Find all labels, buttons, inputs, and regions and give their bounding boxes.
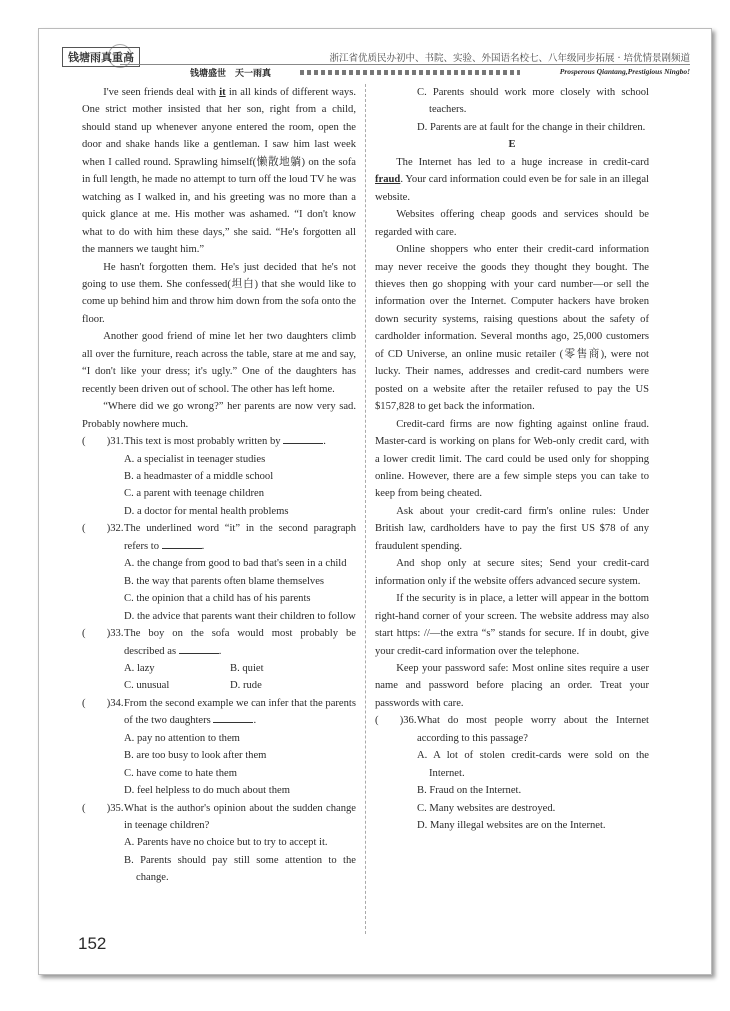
question-text: The boy on the sofa would most probably be described as	[124, 628, 356, 657]
answer-blank	[213, 713, 253, 723]
option: D. a doctor for mental health problems	[124, 505, 289, 517]
header-title: 浙江省优质民办初中、书院、实验、外国语名校七、八年级同步拓展 · 培优情景剧频道	[329, 53, 690, 64]
header-rule	[120, 64, 690, 65]
paragraph	[82, 84, 356, 259]
paragraph: Ask about your credit-card firm's online rules: Under British law, cardholders have to pay the first US $78 of any fraudulent spending.	[375, 505, 649, 552]
option: A. a specialist in teenager studies	[124, 453, 266, 465]
page-header	[60, 44, 690, 84]
answer-bracket[interactable]: ( )31.	[82, 436, 124, 448]
answer-bracket[interactable]: ( )32.	[82, 523, 124, 535]
header-slogan: 钱塘盛世 天一雨真	[190, 69, 272, 79]
paragraph: Online shoppers who enter their credit-card information may never receive the goods they thought they bought. The thieves then go shopping with your card number—or sell the information over the Internet. Computer hackers have broken down security systems, raising questions about the safety of cardholder information. Several months ago, 25,000 customers of CD Universe, an online music retailer (零售商), were not lucky. Their names, addresses and credit-card numbers were posted on a website after the retailer refused to pay the US $157,828 to get back the information.	[375, 244, 649, 413]
answer-blank	[283, 434, 323, 444]
question-33: ( )33. The boy on the sofa would most probably be described as .	[82, 625, 356, 660]
header-dash-pattern	[300, 70, 520, 75]
option: D. Many illegal websites are on the Internet.	[417, 820, 606, 832]
option: A. lazy	[124, 662, 155, 674]
question-35	[82, 800, 356, 835]
paragraph: Credit-card firms are now fighting against online fraud. Master-card is working on plans for Web-only credit card, with a lower credit limit. The card could be used only for shopping online. However, there are a few simple steps you can take to keep from being cheated.	[375, 418, 649, 500]
paragraph: Keep your password safe: Most online sites require a user name and password before placing an order. Treat your passwords with care.	[375, 662, 649, 709]
option: A. Parents have no choice but to try to accept it.	[124, 837, 328, 849]
right-column	[375, 84, 649, 834]
paragraph: “Where did we go wrong?” her parents are now very sad. Probably nowhere much.	[82, 401, 356, 430]
left-column	[82, 84, 356, 887]
paragraph: If the security is in place, a letter will appear in the bottom right-hand corner of your screen. The website address may also start https: //—the extra “s” stands for secure. If in doubt, give your credit-card information over the telephone.	[375, 593, 649, 657]
header-english: Prosperous Qiantang,Prestigious Ningbo!	[559, 67, 690, 76]
option: B. a headmaster of a middle school	[124, 470, 274, 482]
option: C. a parent with teenage children	[124, 488, 265, 500]
option-row	[82, 677, 356, 694]
question-text: The underlined word “it” in the second paragraph refers to	[124, 523, 356, 552]
underlined-word: fraud	[375, 174, 401, 186]
question-text: What do most people worry about the Internet according to this passage?	[417, 715, 649, 744]
option: D. rude	[230, 680, 262, 692]
option: B. Fraud on the Internet.	[417, 785, 522, 797]
underlined-word: it	[219, 87, 226, 98]
question-34: ( )34. From the second example we can infer that the parents of the two daughters .	[82, 695, 356, 730]
text: The Internet has led to a huge increase in credit-card	[396, 156, 649, 168]
option: C. Parents should work more closely with school teachers.	[417, 87, 649, 116]
question-32: ( )32. The underlined word “it” in the second paragraph refers to .	[82, 520, 356, 555]
option: A. the change from good to bad that's seen in a child	[124, 558, 347, 570]
question-36	[375, 712, 649, 747]
question-text: From the second example we can infer that the parents of the two daughters	[124, 697, 356, 727]
question-text: This text is most probably written by	[124, 436, 281, 448]
page-number: 152	[78, 934, 107, 953]
option: A. A lot of stolen credit-cards were sold on the Internet.	[417, 750, 649, 779]
paragraph: He hasn't forgotten them. He's just decided that he's not going to use them. She confessed(坦白) that she would like to come up behind him and throw him down from the sofa onto the floor.	[82, 261, 356, 325]
column-divider	[365, 84, 366, 934]
option: C. unusual	[124, 680, 170, 692]
paragraph: Websites offering cheap goods and services should be regarded with care.	[375, 209, 649, 238]
answer-bracket[interactable]: ( )36.	[375, 715, 417, 727]
answer-bracket[interactable]: ( )33.	[82, 628, 124, 640]
option: D. Parents are at fault for the change in their children.	[417, 121, 646, 133]
option: D. feel helpless to do much about them	[124, 785, 290, 797]
option: B. are too busy to look after them	[124, 750, 267, 762]
question-31: ( )31. This text is most probably written by .	[82, 433, 356, 450]
option: C. have come to hate them	[124, 767, 237, 779]
option: B. the way that parents often blame themselves	[124, 575, 325, 587]
option: B. quiet	[230, 662, 264, 674]
option: A. pay no attention to them	[124, 732, 240, 744]
header-logo: 钱塘雨真重高	[62, 47, 140, 67]
section-heading: E	[508, 139, 516, 151]
option: C. Many websites are destroyed.	[417, 802, 556, 814]
option: C. the opinion that a child has of his parents	[124, 593, 311, 605]
text: I've seen friends deal with	[103, 87, 220, 98]
question-text: What is the author's opinion about the sudden change in teenage children?	[124, 802, 356, 832]
text: in all kinds of different ways. One strict mother insisted that her son, right from a child, should stand up whenever anyone entered the room, open the door and shake hands like a gentleman. I saw him last week when I called round. Sprawling himself(懒散地躺) on the sofa in full length, he made no attempt to turn off the loud TV he was watching as I walked in, and his greeting was no more than a quick glance at me. His mother was ashamed. “I don't know what to do with him these days,” she said. “He's forgotten all the manners we taught him.”	[82, 87, 356, 256]
paragraph: Another good friend of mine let her two daughters climb all over the furniture, reach across the table, stare at me and say, “I don't like your dress; it's ugly.” One of the daughters has recently been driven out of school. The other has left home.	[82, 331, 356, 395]
paragraph: And shop only at secure sites; Send your credit-card information only if the website offers advanced secure system.	[375, 558, 649, 587]
answer-blank	[179, 644, 219, 654]
answer-blank	[162, 539, 202, 549]
answer-bracket[interactable]: ( )34.	[82, 697, 124, 709]
text: . Your card information could even be for sale in an illegal website.	[375, 174, 649, 203]
option-row	[82, 660, 356, 677]
paragraph	[375, 154, 649, 206]
answer-bracket[interactable]: ( )35.	[82, 802, 124, 814]
option: D. the advice that parents want their children to follow	[124, 610, 356, 622]
option: B. Parents should pay still some attention to the change.	[124, 854, 356, 884]
